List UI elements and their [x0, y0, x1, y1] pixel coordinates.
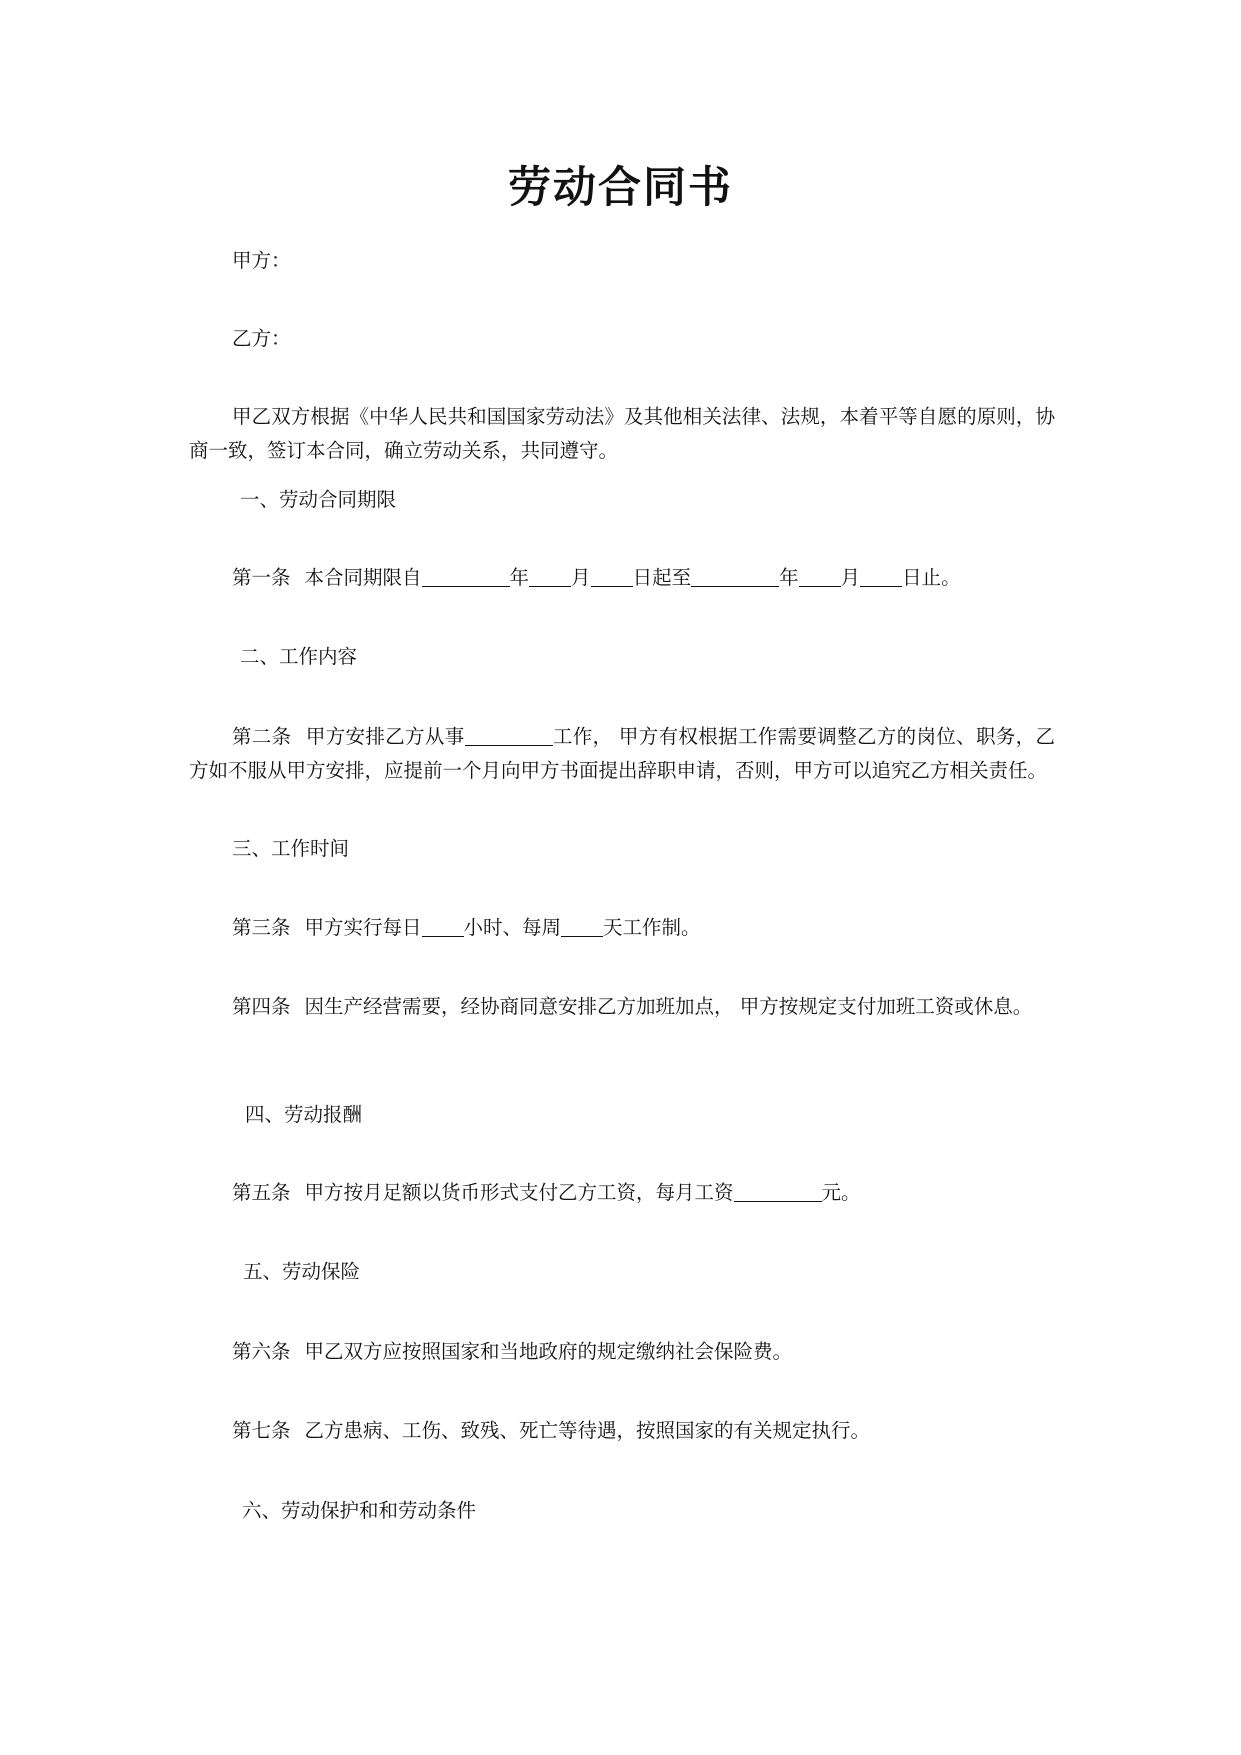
daily-hours-blank	[422, 917, 464, 938]
article-6-label: 第六条	[232, 1340, 291, 1363]
article-5-text-a: 甲方按月足额以货币形式支付乙方工资，每月工资	[304, 1181, 734, 1204]
party-b-label: 乙方：	[232, 327, 291, 350]
section-heading-term: 一、劳动合同期限	[240, 488, 397, 511]
job-blank	[465, 726, 553, 747]
year-label: 年	[779, 566, 799, 589]
article-2-text-a: 甲方安排乙方从事	[305, 725, 465, 748]
article-7-text: 乙方患病、工伤、致残、死亡等待遇，按照国家的有关规定执行。	[304, 1419, 871, 1442]
article-7	[232, 1414, 870, 1448]
article-1	[232, 561, 961, 595]
section-heading-work-time: 三、工作时间	[232, 837, 350, 860]
article-2	[189, 720, 1055, 788]
article-4-text: 因生产经营需要，经协商同意安排乙方加班加点， 甲方按规定支付加班工资或休息。	[304, 995, 1033, 1018]
section-heading-labor-protection: 六、劳动保护和和劳动条件	[242, 1499, 477, 1522]
article-4	[189, 990, 1055, 1024]
article-5-text-b: 元。	[821, 1181, 861, 1204]
preamble-paragraph: 甲乙双方根据《中华人民共和国国家劳动法》及其他相关法律、法规，本着平等自愿的原则，协商一致，签订本合同，确立劳动关系，共同遵守。	[189, 405, 1055, 462]
article-3-text-c: 天工作制。	[603, 916, 701, 939]
article-7-label: 第七条	[232, 1419, 291, 1442]
article-1-label: 第一条	[232, 566, 291, 589]
end-year-blank	[691, 567, 779, 588]
monthly-wage-blank	[734, 1182, 822, 1203]
article-2-label: 第二条	[232, 725, 292, 748]
start-month-blank	[529, 567, 571, 588]
article-3	[232, 911, 701, 945]
day-to-label: 日止。	[902, 566, 961, 589]
article-3-label: 第三条	[232, 916, 291, 939]
article-3-text-a: 甲方实行每日	[304, 916, 422, 939]
weekly-days-blank	[561, 917, 603, 938]
article-4-label: 第四条	[232, 995, 291, 1018]
month-label: 月	[840, 566, 861, 589]
start-year-blank	[422, 567, 510, 588]
end-day-blank	[860, 567, 902, 588]
document-title: 劳动合同书	[508, 163, 733, 213]
article-5	[232, 1176, 861, 1210]
month-label: 月	[571, 566, 591, 589]
section-heading-remuneration: 四、劳动报酬	[245, 1103, 363, 1126]
party-a-label: 甲方：	[232, 249, 291, 272]
article-2-text-b: 工作， 甲方有权根据工作需要调整乙方的岗位、职务，乙方如不服从甲方安排，应提前一个月向甲方书面提出辞职申请，否则，甲方可以追究乙方相关责任。	[189, 725, 1055, 782]
article-6	[232, 1335, 792, 1369]
article-6-text: 甲乙双方应按照国家和当地政府的规定缴纳社会保险费。	[304, 1340, 793, 1363]
article-1-text: 本合同期限自	[304, 566, 422, 589]
day-from-label: 日起至	[632, 566, 692, 589]
article-3-text-b: 小时、每周	[463, 916, 562, 939]
article-5-label: 第五条	[232, 1181, 291, 1204]
section-heading-work-content: 二、工作内容	[240, 645, 358, 668]
start-day-blank	[591, 567, 633, 588]
section-heading-insurance: 五、劳动保险	[243, 1260, 361, 1283]
year-label: 年	[509, 566, 530, 589]
end-month-blank	[799, 567, 841, 588]
